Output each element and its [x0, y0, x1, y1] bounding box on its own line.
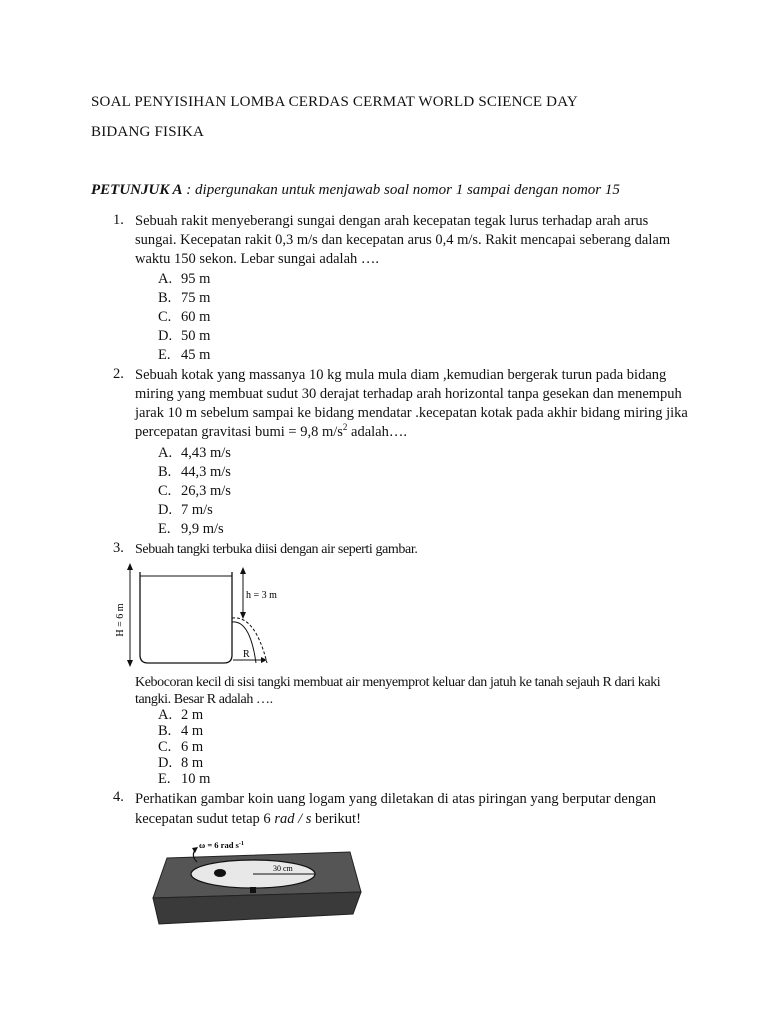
coin	[214, 869, 226, 877]
option-c[interactable]: C. 60 m	[158, 309, 211, 325]
h-total-label: H = 6 m	[115, 603, 126, 637]
instruction	[91, 182, 620, 199]
question-number: 2.	[113, 366, 124, 382]
slab-front	[153, 892, 361, 924]
instruction-label: PETUNJUK A	[91, 182, 183, 198]
option-e[interactable]: E. 10 m	[158, 771, 211, 787]
title-line-2: BIDANG FISIKA	[91, 124, 205, 140]
question-number: 1.	[113, 212, 124, 228]
question-text-2: Kebocoran kecil di sisi tangki membuat air menyemprot keluar dan jatuh ke tanah sejauh R dari kaki tangki. Besar R adalah ….	[135, 675, 661, 707]
radius-label: 30 cm	[273, 864, 293, 873]
option-a[interactable]: A. 2 m	[158, 707, 204, 723]
option-d[interactable]: D. 8 m	[158, 755, 204, 771]
question-3-options	[158, 707, 210, 787]
question-1	[113, 212, 693, 269]
question-2	[113, 366, 693, 442]
question-text: Sebuah rakit menyeberangi sungai dengan arah kecepatan tegak lurus terhadap arah arus sungai. Kecepatan rakit 0,3 m/s dan kecepatan arus 0,4 m/s. Rakit mencapai seberang dalam waktu 150 sekon. Lebar sungai adalah ….	[135, 213, 671, 267]
option-e[interactable]: E. 9,9 m/s	[158, 521, 224, 537]
r-label: R	[243, 649, 250, 660]
question-number: 4.	[113, 789, 124, 805]
tank-outline	[140, 572, 232, 663]
question-2-options	[158, 444, 231, 539]
title-line-1: SOAL PENYISIHAN LOMBA CERDAS CERMAT WORLD SCIENCE DAY	[91, 94, 578, 110]
question-text: Perhatikan gambar koin uang logam yang diletakan di atas piringan yang berputar dengan kecepatan sudut tetap 6 rad / s berikut!	[135, 791, 657, 827]
question-3-continued	[113, 674, 693, 708]
instruction-text: : dipergunakan untuk menjawab soal nomor 1 sampai dengan nomor 15	[182, 182, 620, 198]
option-d[interactable]: D. 50 m	[158, 328, 211, 344]
option-a[interactable]: A. 4,43 m/s	[158, 445, 231, 461]
h-depth-label: h = 3 m	[246, 590, 277, 601]
question-text: Sebuah tangki terbuka diisi dengan air seperti gambar.	[135, 542, 418, 557]
option-c[interactable]: C. 26,3 m/s	[158, 483, 231, 499]
option-b[interactable]: B. 4 m	[158, 723, 204, 739]
option-a[interactable]: A. 95 m	[158, 271, 211, 287]
axle	[250, 887, 256, 893]
option-c[interactable]: C. 6 m	[158, 739, 204, 755]
question-number: 3.	[113, 540, 124, 556]
option-b[interactable]: B. 75 m	[158, 290, 211, 306]
option-e[interactable]: E. 45 m	[158, 347, 211, 363]
omega-label: ω = 6 rad $s^{-1}$	[199, 840, 244, 850]
rotating-disk-diagram	[145, 836, 365, 928]
option-d[interactable]: D. 7 m/s	[158, 502, 213, 518]
tank-diagram	[110, 560, 300, 672]
option-b[interactable]: B. 44,3 m/s	[158, 464, 231, 480]
question-4	[113, 789, 693, 829]
question-1-options	[158, 270, 210, 365]
question-text: Sebuah kotak yang massanya 10 kg mula mula diam ,kemudian bergerak turun pada bidang miring yang membuat sudut 30 derajat terhadap arah horizontal tanpa gesekan dan menempuh jarak 10 m sebelum sampai ke bidang mendatar .kecepatan kotak pada akhir bidang miring jika percepatan gravitasi bumi = 9,8 $m/s^2$ adalah….	[135, 367, 688, 440]
question-3	[113, 540, 693, 559]
